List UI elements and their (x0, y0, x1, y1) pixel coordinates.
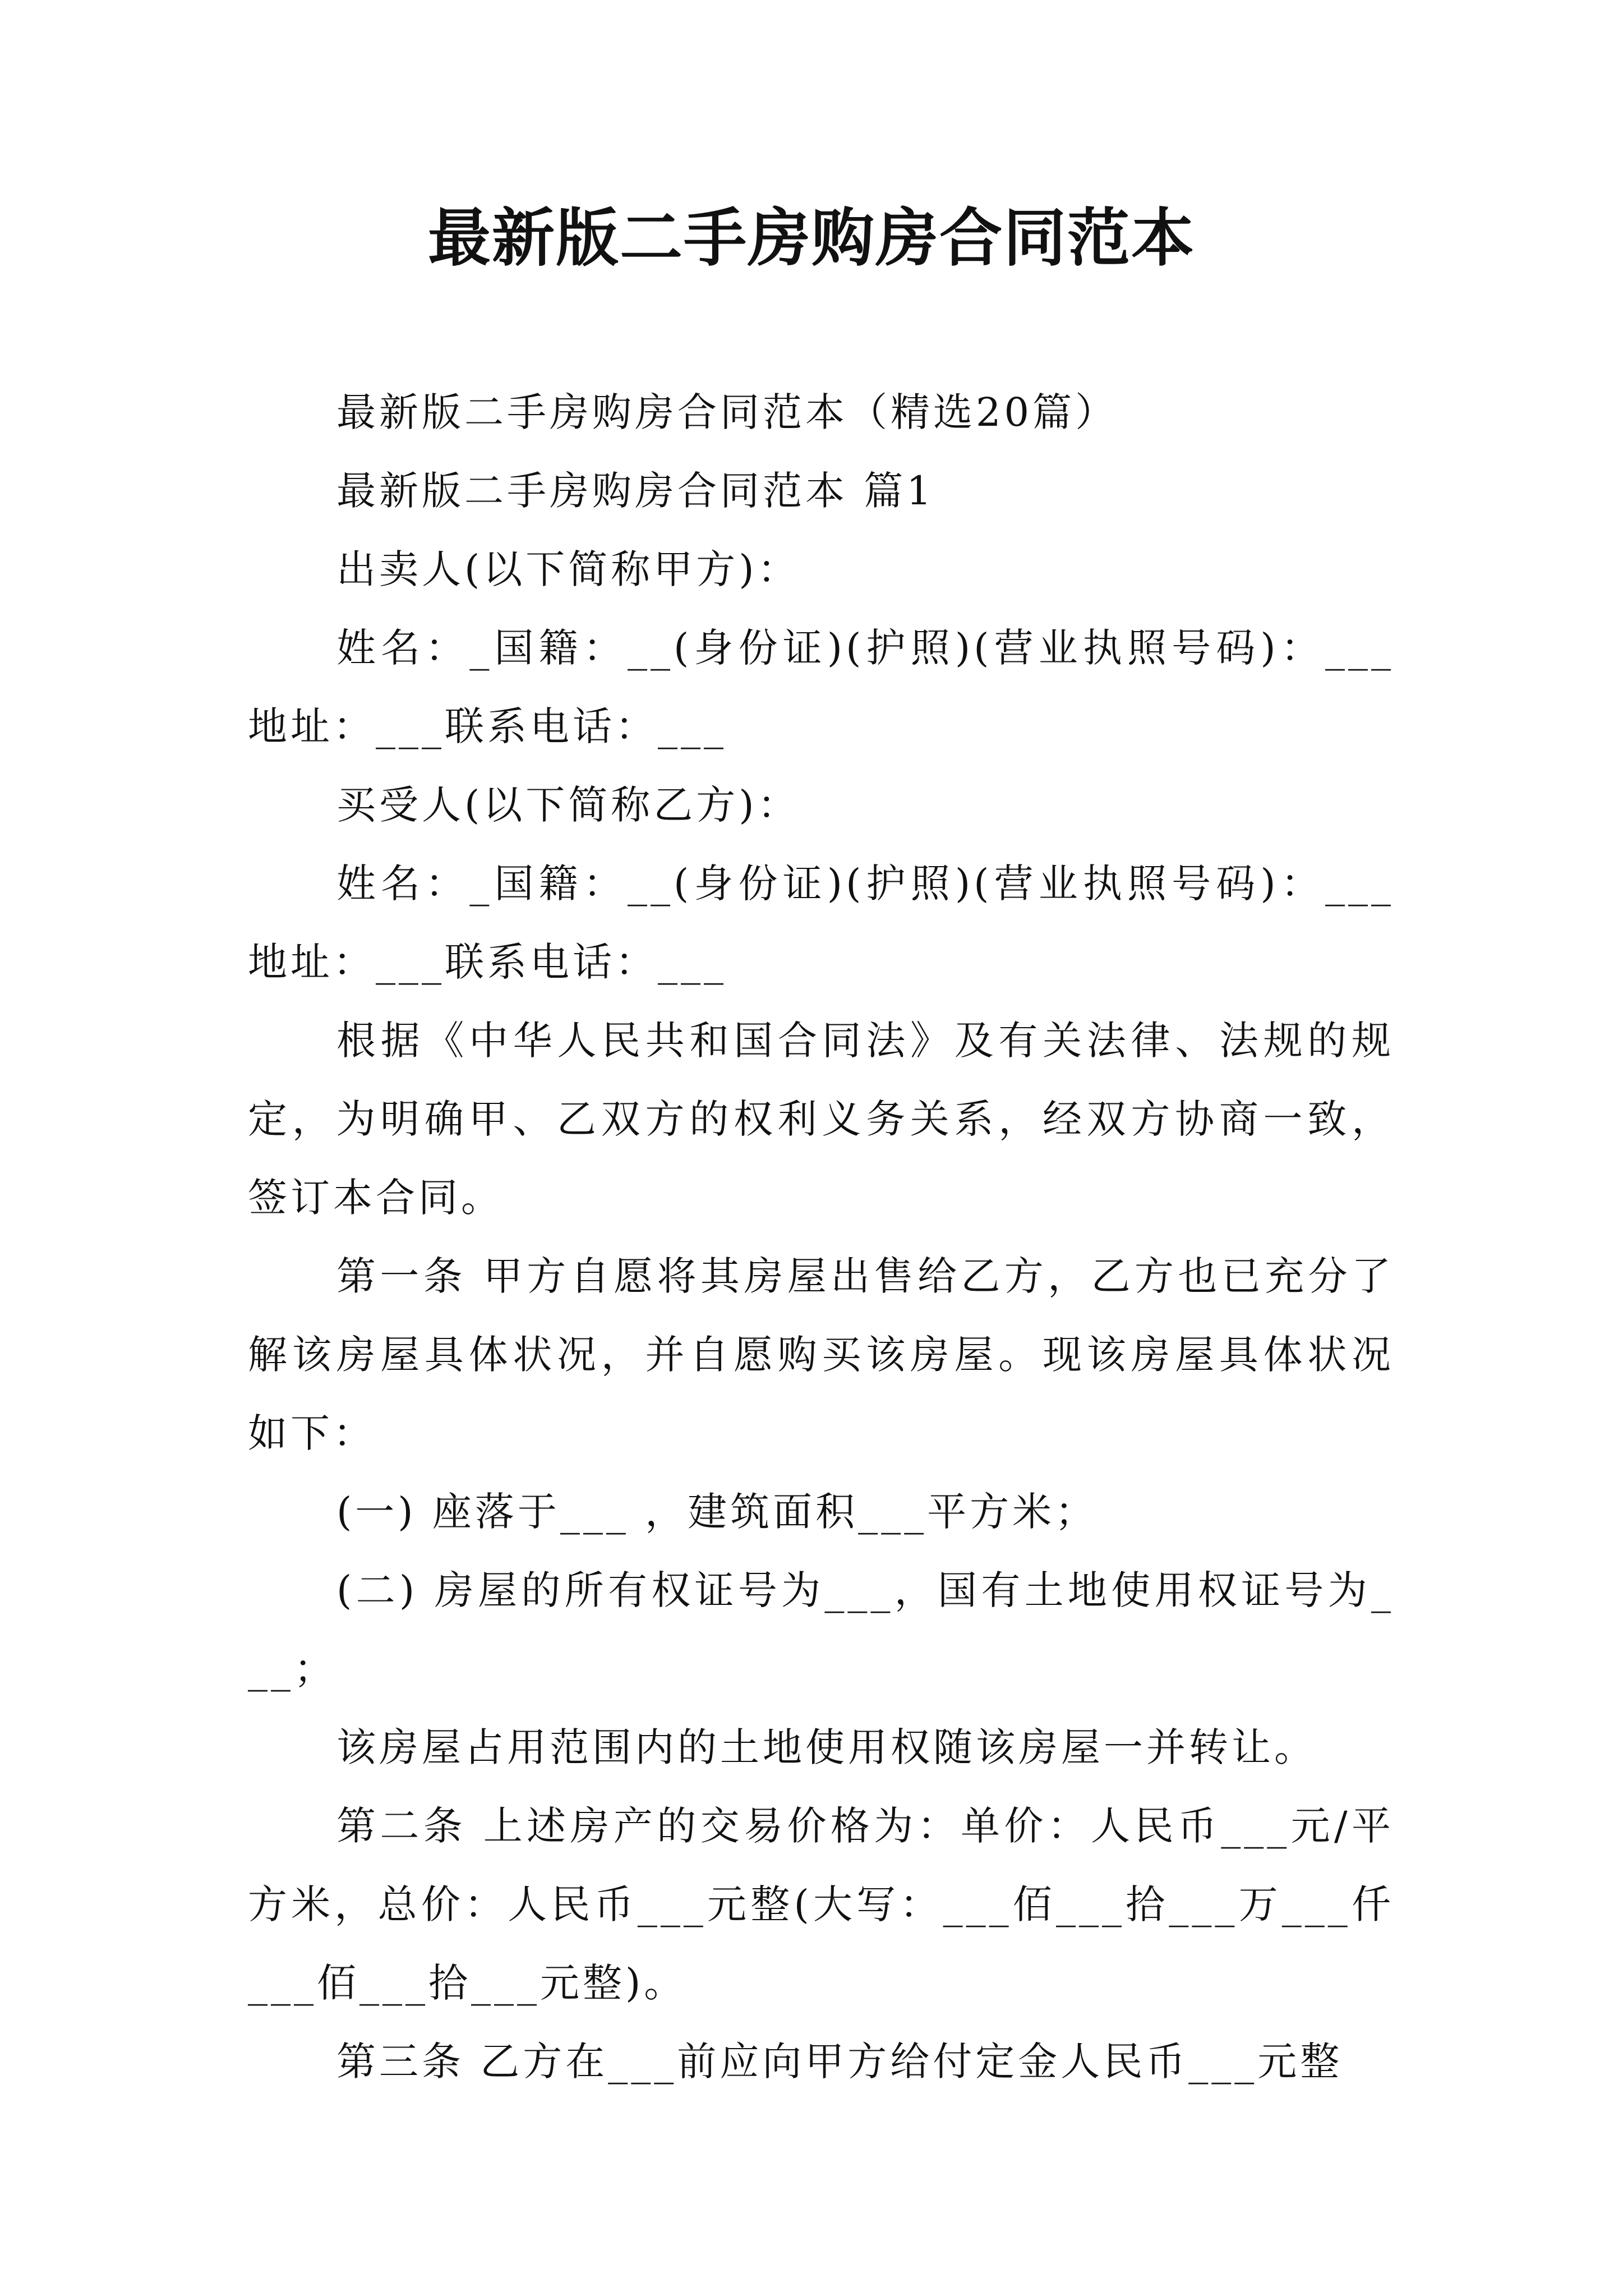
paragraph-preamble: 根据《中华人民共和国合同法》及有关法律、法规的规定，为明确甲、乙双方的权利义务关系，经双方协商一致，签订本合同。 (248, 1018, 1394, 1221)
paragraph-buyer-heading: 买受人(以下简称乙方)： (336, 782, 800, 828)
paragraph-seller-details: 姓名：_国籍：__(身份证)(护照)(营业执照号码)：___地址：___联系电话：___ (248, 625, 1394, 749)
paragraph-land-use: 该房屋占用范围内的土地使用权随该房屋一并转让。 (336, 1724, 1317, 1770)
paragraph-section-heading: 最新版二手房购房合同范本 篇1 (336, 468, 935, 514)
paragraph-article-1: 第一条 甲方自愿将其房屋出售给乙方，乙方也已充分了解该房屋具体状况，并自愿购买该房屋。现该房屋具体状况如下： (248, 1253, 1394, 1456)
paragraph-article-3: 第三条 乙方在___前应向甲方给付定金人民币___元整 (336, 2039, 1343, 2085)
document-body (248, 373, 1394, 2101)
document-title: 最新版二手房购房合同范本 (428, 201, 1195, 275)
paragraph-buyer-details: 姓名：_国籍：__(身份证)(护照)(营业执照号码)：___地址：___联系电话：___ (248, 861, 1394, 985)
paragraph-item-1: (一) 座落于___ ，建筑面积___平方米； (336, 1489, 1098, 1535)
paragraph-article-2: 第二条 上述房产的交易价格为：单价：人民币___元/平方米，总价：人民币___元整(大写：___佰___拾___万___仟___佰___拾___元整)。 (248, 1803, 1394, 2006)
paragraph-item-2: (二) 房屋的所有权证号为___，国有土地使用权证号为___； (248, 1567, 1394, 1692)
paragraph-subtitle: 最新版二手房购房合同范本（精选20篇） (336, 389, 1118, 435)
paragraph-seller-heading: 出卖人(以下简称甲方)： (336, 546, 800, 592)
